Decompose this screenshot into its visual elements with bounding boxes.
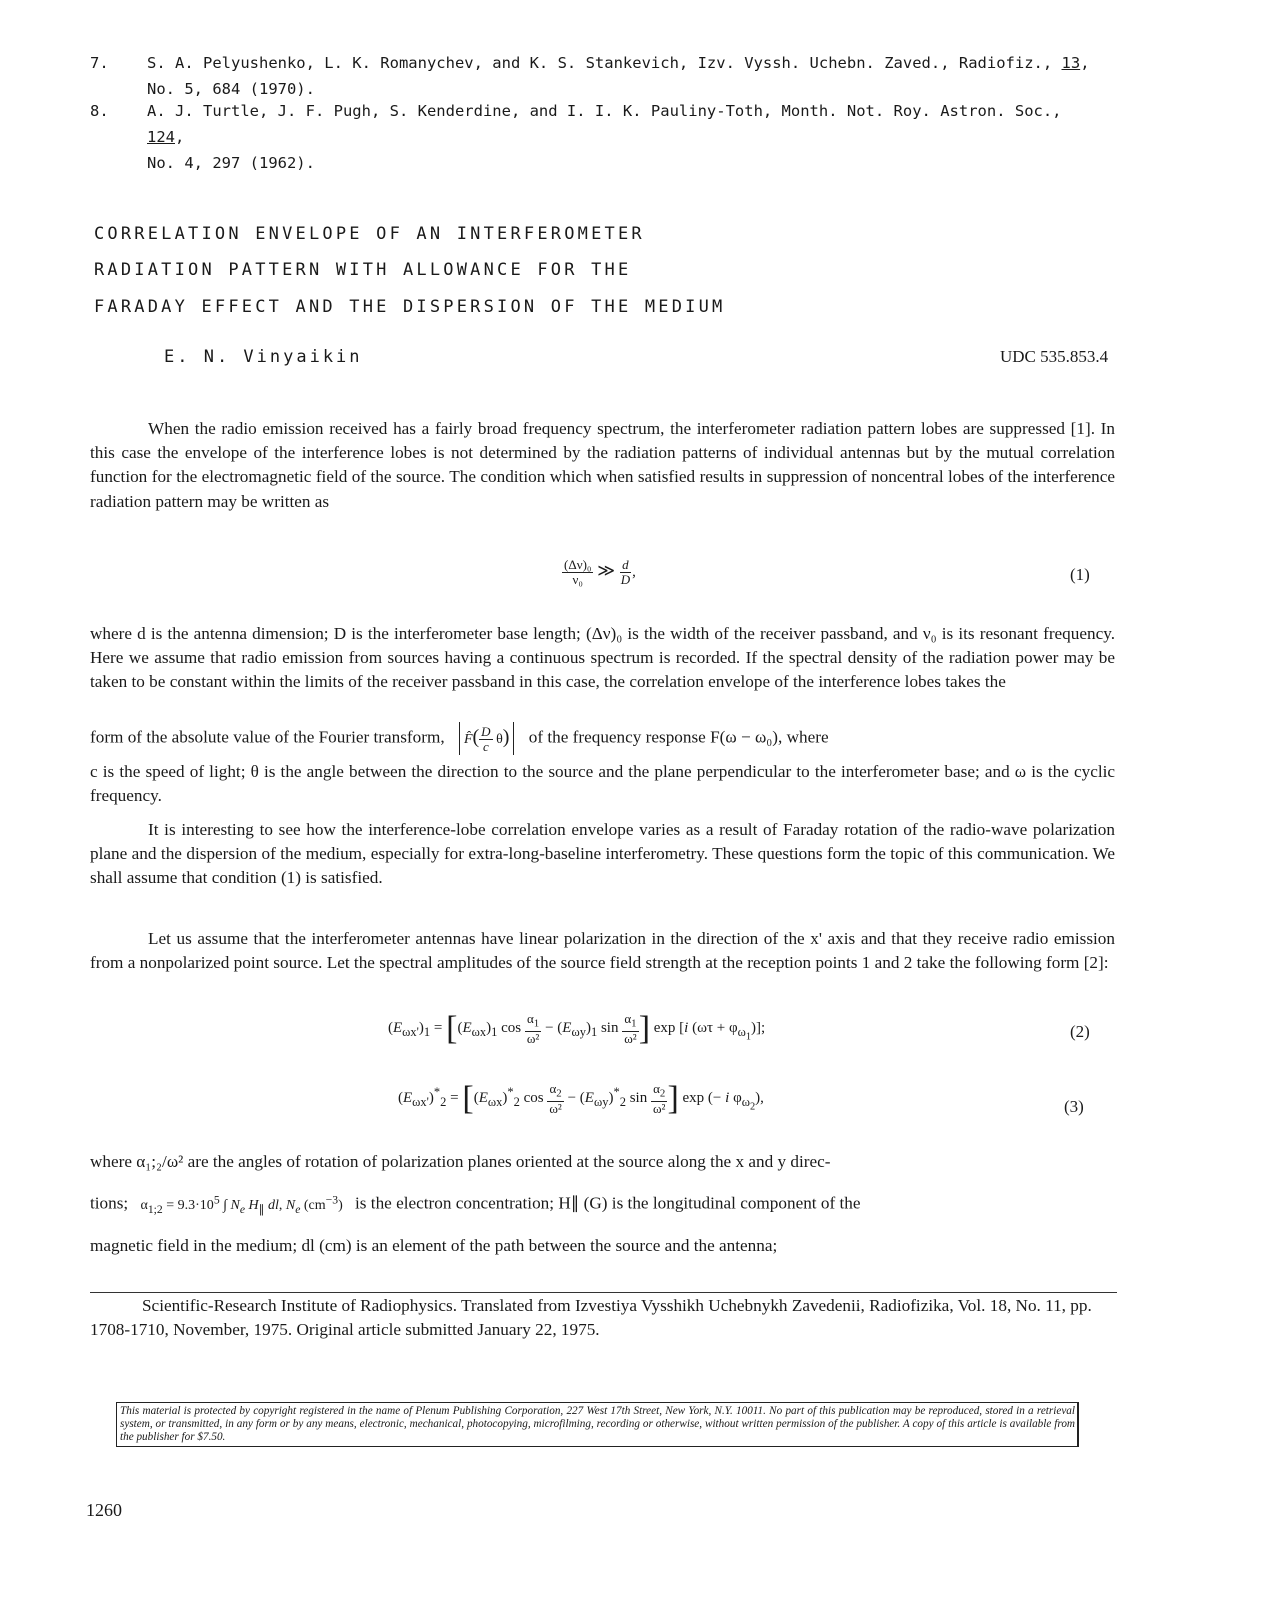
reference-7 bbox=[0, 50, 1200, 102]
fourier-transform-expression: F̂( $\frac{D}{c}$ θ) bbox=[459, 722, 515, 755]
reference-text: A. J. Turtle, J. F. Pugh, S. Kenderdine, and I. I. K. Pauliny-Toth, Month. Not. Roy. Astron. Soc., 124, No. 4, 297 (1962). bbox=[147, 102, 1062, 172]
paragraph-rotation-angles: where α₁;₂/ω² are the angles of rotation of polarization planes oriented at the source along the x and y direc- bbox=[90, 1152, 831, 1171]
equation-fraction: $\frac{d}{D}$ bbox=[620, 557, 631, 587]
reference-8 bbox=[0, 98, 1200, 172]
article-title-line-1: CORRELATION ENVELOPE OF AN INTERFEROMETER bbox=[94, 224, 645, 244]
copyright-notice: This material is protected by copyright registered in the name of Plenum Publishing Corporation, 227 West 17th Street, New York, N.Y. 10011. No part of this publication may be reproduced, stored in a retrieval system, or transmitted, in any form or by any means, electronic, mechanical, photocopying, microfilming, recording or otherwise, without written permission of the publisher. A copy of this article is available from the publisher for $7.50. bbox=[116, 1402, 1079, 1447]
paragraph-magnetic-field: magnetic field in the medium; dl (cm) is an element of the path between the source and the antenna; bbox=[90, 1236, 778, 1255]
udc-code: UDC 535.853.4 bbox=[1000, 347, 1109, 366]
equation-2-label: (2) bbox=[1070, 1022, 1090, 1041]
article-title-line-3: FARADAY EFFECT AND THE DISPERSION OF THE MEDIUM bbox=[94, 297, 726, 317]
equation-3: $(E_{\omega x'})^*_2 = [(E_{\omega x})^*_2$ cos $\frac{\alpha_2}{\text{ω²}}$ − $(E_{\omega y})^*_2$ sin $\frac{\alpha_2}{\text{ω²}}$ ] exp (− i $\varphi_{\omega_2}$), bbox=[398, 1079, 764, 1117]
author: E. N. Vinyaikin bbox=[164, 347, 363, 367]
equation-fraction: $\frac{\text{(Δν)₀}}{\text{ν₀}}$ bbox=[564, 557, 592, 587]
paragraph-topic: It is interesting to see how the interference-lobe correlation envelope varies as a result of Faraday rotation of the radio-wave polarization plane and the dispersion of the medium, especially for extra-long-baseline interferometry. These questions form the topic of this communication. We shall assume that condition (1) is satisfied. bbox=[90, 820, 1115, 888]
footnote-divider bbox=[90, 1292, 1117, 1293]
equation-2: $(E_{\omega x'})_1 = [(E_{\omega x})_1$ cos $\frac{\alpha_1}{\text{ω²}}$ − $(E_{\omega y})_1$ sin $\frac{\alpha_1}{\text{ω²}}$ ] exp [i $(\omega\tau + \varphi_{\omega_1})$]; bbox=[388, 1009, 766, 1047]
equation-1: $\frac{\text{(Δν)₀}}{\text{ν₀}}$ ≫ $\frac{d}{D}$ , bbox=[564, 557, 636, 587]
paragraph-fourier-line: form of the absolute value of the Fourier transform, F̂( $\frac{D}{c}$ θ) of the frequency response F(ω − ω₀), where bbox=[90, 722, 1115, 755]
reference-number: 7. bbox=[90, 54, 109, 72]
equation-3-label: (3) bbox=[1064, 1097, 1084, 1116]
page-number: 1260 bbox=[86, 1500, 122, 1520]
alpha-formula: $\alpha_{1;2} = 9.3\cdot 10^5$ ∫ $N_e$ $H_\parallel$ dl, $N_e$ $(cm^{-3})$ bbox=[140, 1193, 343, 1216]
reference-number: 8. bbox=[90, 102, 109, 120]
article-title-line-2: RADIATION PATTERN WITH ALLOWANCE FOR THE bbox=[94, 260, 632, 280]
paragraph-intro: When the radio emission received has a fairly broad frequency spectrum, the interferometer radiation pattern lobes are suppressed [1]. In this case the envelope of the interference lobes is not determined by the radiation patterns of individual antennas but by the mutual correlation function for the electromagnetic field of the source. The condition which when satisfied results in suppression of noncentral lobes of the interference radiation pattern may be written as bbox=[90, 419, 1115, 511]
translation-note: Scientific-Research Institute of Radiophysics. Translated from Izvestiya Vysshikh Uchebnykh Zavedenii, Radiofizika, Vol. 18, No. 11, pp. 1708-1710, November, 1975. Original article submitted January 22, 1975. bbox=[90, 1296, 1092, 1339]
equation-1-label: (1) bbox=[1070, 565, 1090, 584]
paragraph-speed-of-light: c is the speed of light; θ is the angle between the direction to the source and the plane perpendicular to the interferometer base; and ω is the cyclic frequency. bbox=[90, 762, 1115, 806]
reference-text: S. A. Pelyushenko, L. K. Romanychev, and K. S. Stankevich, Izv. Vyssh. Uchebn. Zaved., Radiofiz., 13, No. 5, 684 (1970). bbox=[147, 54, 1090, 98]
paragraph-definitions: where d is the antenna dimension; D is the interferometer base length; (Δν)₀ is the width of the receiver passband, and ν₀ is its resonant frequency. Here we assume that radio emission from sources having a continuous spectrum is recorded. If the spectral density of the radiation power may be taken to be constant within the limits of the receiver passband in this case, the correlation envelope of the interference lobes takes the bbox=[90, 624, 1115, 692]
paragraph-assumption: Let us assume that the interferometer antennas have linear polarization in the direction of the x' axis and that they receive radio emission from a nonpolarized point source. Let the spectral amplitudes of the source field strength at the reception points 1 and 2 take the following form [2]: bbox=[90, 929, 1115, 973]
paragraph-alpha-definition: tions; $\alpha_{1;2} = 9.3\cdot 10^5$ ∫ $N_e$ $H_\parallel$ dl, $N_e$ $(cm^{-3})$ is the electron concentration; H∥ (G) is the longitudinal component of the bbox=[90, 1193, 861, 1216]
